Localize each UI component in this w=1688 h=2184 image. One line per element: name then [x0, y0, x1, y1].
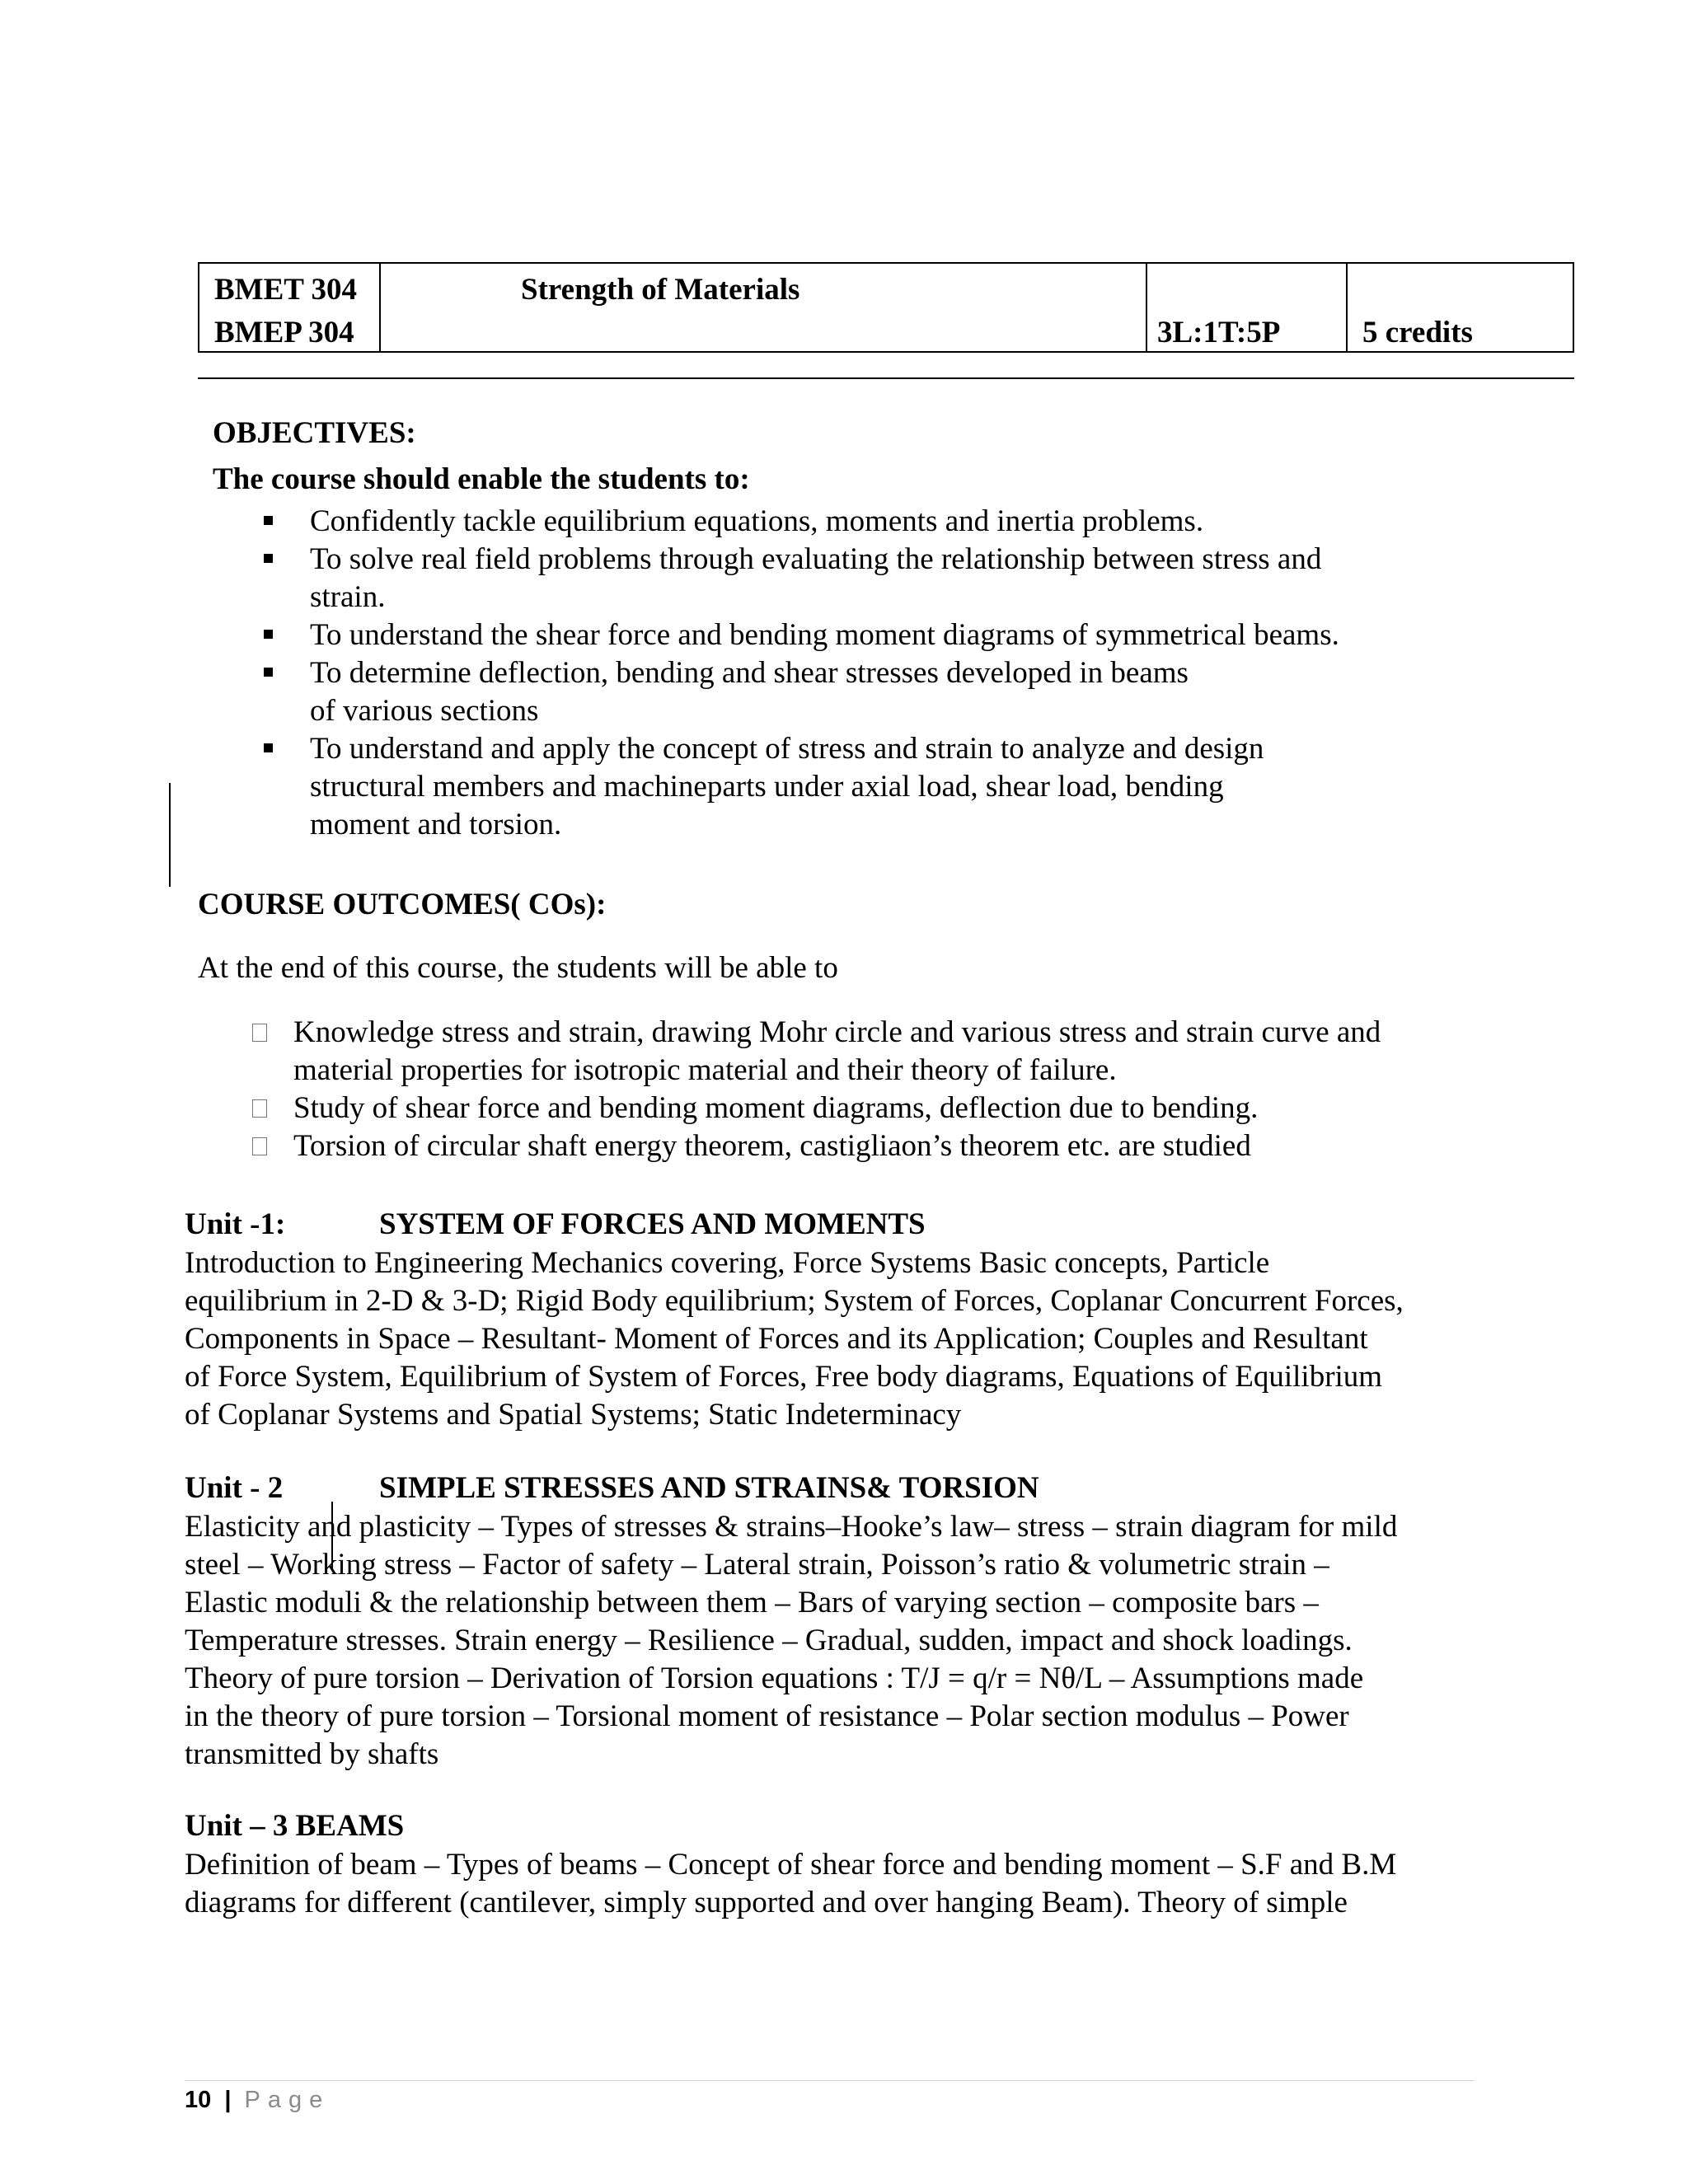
paragraph-line: equilibrium in 2-D & 3-D; Rigid Body equilibrium; System of Forces, Coplanar Concurrent Forces, [185, 1284, 1404, 1318]
footer-divider [185, 2080, 1474, 2081]
course-code-theory: BMET 304 [214, 273, 358, 307]
objectives-intro: The course should enable the students to: [213, 462, 750, 496]
paragraph-line: Temperature stresses. Strain energy – Resilience – Gradual, sudden, impact and shock loadings. [185, 1624, 1353, 1657]
unit-1-label: Unit -1: [185, 1207, 286, 1241]
paragraph-line: Elastic moduli & the relationship between them – Bars of varying section – composite bars – [185, 1586, 1319, 1619]
objective-line: To understand the shear force and bending moment diagrams of symmetrical beams. [310, 618, 1339, 652]
course-credits-cell [1348, 264, 1573, 351]
course-title: Strength of Materials [521, 273, 800, 307]
text-cursor-marker [169, 783, 171, 887]
course-ltp: 3L:1T:5P [1157, 316, 1281, 349]
paragraph-line: Introduction to Engineering Mechanics covering, Force Systems Basic concepts, Particle [185, 1246, 1270, 1280]
objective-line: To solve real field problems through evaluating the relationship between stress and [310, 542, 1322, 576]
objective-line: strain. [310, 580, 386, 614]
outcome-line: Knowledge stress and strain, drawing Mohr circle and various stress and strain curve and [293, 1015, 1381, 1049]
objective-line: To determine deflection, bending and shear stresses developed in beams [310, 656, 1189, 690]
course-code-practical: BMEP 304 [214, 316, 354, 349]
outcome-line: Study of shear force and bending moment diagrams, deflection due to bending. [293, 1091, 1259, 1125]
text-cursor-marker [331, 1502, 333, 1569]
outcomes-heading: COURSE OUTCOMES( COs): [198, 888, 607, 921]
objective-line: Confidently tackle equilibrium equations, moments and inertia problems. [310, 504, 1204, 538]
objective-line: of various sections [310, 694, 539, 728]
header-divider [198, 377, 1574, 379]
page-word: Page [244, 2087, 331, 2113]
unit-3-description [185, 1846, 1474, 1922]
course-header-table [198, 262, 1574, 353]
objective-line: structural members and machineparts under axial load, shear load, bending [310, 770, 1224, 804]
course-ltp-cell [1147, 264, 1348, 351]
unit-1-description [185, 1244, 1474, 1434]
unit-3-label: Unit – 3 BEAMS [185, 1809, 405, 1843]
objective-line: moment and torsion. [310, 808, 562, 841]
paragraph-line: Definition of beam – Types of beams – Concept of shear force and bending moment – S.F and B.M [185, 1848, 1397, 1882]
outcomes-intro: At the end of this course, the students will be able to [198, 951, 838, 985]
paragraph-line: of Force System, Equilibrium of System of Forces, Free body diagrams, Equations of Equilibrium [185, 1360, 1383, 1394]
course-code-cell [199, 264, 381, 351]
paragraph-line: Components in Space – Resultant- Moment of Forces and its Application; Couples and Resultant [185, 1322, 1368, 1356]
list-item [264, 730, 1550, 844]
course-credits: 5 credits [1362, 316, 1473, 349]
list-item [247, 1090, 1566, 1127]
objective-line: To understand and apply the concept of stress and strain to analyze and design [310, 732, 1264, 766]
page-number: 10 [185, 2087, 212, 2113]
list-item [264, 654, 1550, 730]
list-item [247, 1127, 1566, 1165]
paragraph-line: transmitted by shafts [185, 1737, 439, 1771]
course-title-cell [381, 264, 1147, 351]
list-item [247, 1014, 1566, 1090]
paragraph-line: diagrams for different (cantilever, simply supported and over hanging Beam). Theory of simple [185, 1886, 1348, 1919]
paragraph-line: Elasticity and plasticity – Types of stresses & strains–Hooke’s law– stress – strain diagram for mild [185, 1510, 1398, 1544]
paragraph-line: of Coplanar Systems and Spatial Systems; Static Indeterminacy [185, 1398, 962, 1432]
list-item [264, 503, 1550, 541]
unit-2-label: Unit - 2 [185, 1471, 284, 1505]
footer-separator: | [224, 2087, 232, 2113]
paragraph-line: Theory of pure torsion – Derivation of Torsion equations : T/J = q/r = Nθ/L – Assumptions made [185, 1661, 1364, 1695]
objectives-list [264, 503, 1550, 844]
unit-2-title: SIMPLE STRESSES AND STRAINS& TORSION [379, 1471, 1039, 1505]
unit-2-description [185, 1508, 1474, 1774]
list-item [264, 616, 1550, 654]
outcome-line: material properties for isotropic material and their theory of failure. [293, 1053, 1117, 1087]
list-item [264, 541, 1550, 616]
outcome-line: Torsion of circular shaft energy theorem, castigliaon’s theorem etc. are studied [293, 1129, 1251, 1163]
objectives-heading: OBJECTIVES: [213, 416, 416, 450]
page-footer [185, 2087, 330, 2114]
paragraph-line: in the theory of pure torsion – Torsional moment of resistance – Polar section modulus – Power [185, 1699, 1349, 1733]
unit-1-title: SYSTEM OF FORCES AND MOMENTS [379, 1207, 926, 1241]
outcomes-list [247, 1014, 1566, 1165]
paragraph-line: steel – Working stress – Factor of safety – Lateral strain, Poisson’s ratio & volumetric strain – [185, 1548, 1329, 1582]
